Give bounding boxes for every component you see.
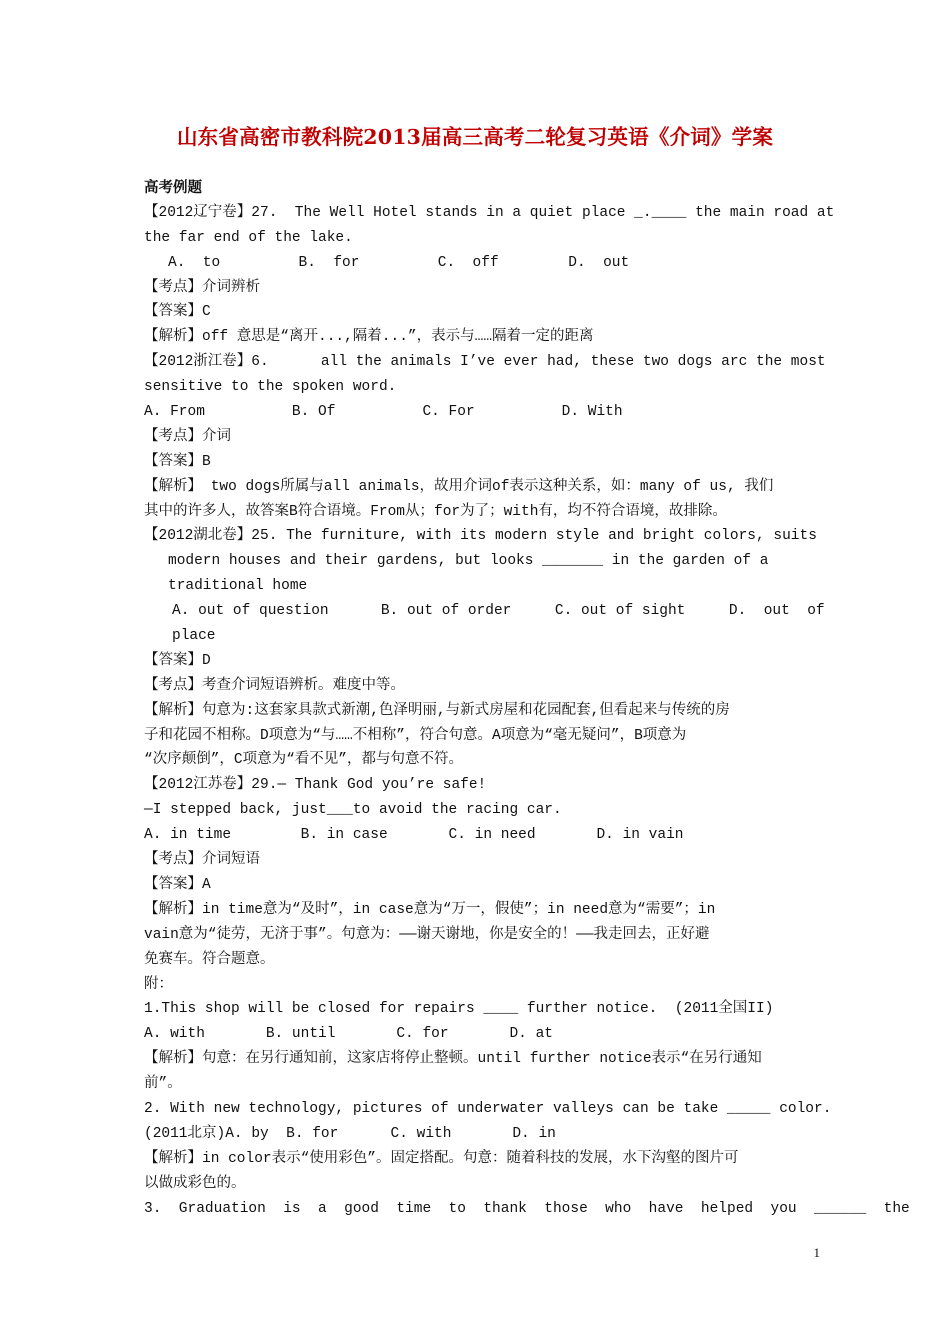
text-line: 【2012浙江卷】6. all the animals I’ve ever had, these two dogs arc the most bbox=[144, 354, 826, 371]
text-line: 【考点】介词 bbox=[144, 428, 231, 445]
text-line: 【2012江苏卷】29.— Thank God you’re safe! bbox=[144, 777, 487, 794]
text-line: 【解析】句意为:这套家具款式新潮,色泽明丽,与新式房屋和花园配套,但看起来与传统的房 bbox=[144, 702, 730, 719]
text-line: 2. With new technology, pictures of underwater valleys can be take _____ color. bbox=[144, 1100, 832, 1117]
text-line: 【答案】A bbox=[144, 876, 211, 893]
options-line: A. From B. Of C. For D. With bbox=[144, 404, 623, 421]
options-line: (2011北京)A. by B. for C. with D. in bbox=[144, 1125, 556, 1142]
text-line: —I stepped back, just___to avoid the racing car. bbox=[144, 802, 562, 819]
text-line: 附： bbox=[144, 976, 173, 993]
options-line: A. out of question B. out of order C. out of sight D. out of bbox=[172, 603, 825, 620]
options-line: A. in time B. in case C. in need D. in vain bbox=[144, 827, 684, 844]
text-line: 【解析】in time意为“及时”，in case意为“万一，假使”；in need意为“需要”；in bbox=[144, 901, 716, 918]
text-line: modern houses and their gardens, but looks _______ in the garden of a bbox=[168, 553, 769, 570]
text-line: sensitive to the spoken word. bbox=[144, 379, 397, 396]
document-title: 山东省高密市教科院2013届高三高考二轮复习英语《介词》学案 bbox=[176, 125, 774, 149]
text-line: 1.This shop will be closed for repairs ____ further notice. (2011全国II) bbox=[144, 1001, 774, 1018]
text-line: the far end of the lake. bbox=[144, 229, 353, 246]
text-line: 【考点】介词辨析 bbox=[144, 279, 260, 296]
text-line: 3. Graduation is a good time to thank those who have helped you ______ the bbox=[144, 1200, 910, 1217]
text-line: 【2012辽宁卷】27. The Well Hotel stands in a quiet place _.____ the main road at bbox=[144, 204, 835, 221]
text-line: 免赛车。符合题意。 bbox=[144, 951, 275, 968]
section-heading: 高考例题 bbox=[144, 180, 202, 196]
text-line: 【解析】 two dogs所属与all animals，故用介词of表示这种关系，如：many of us, 我们 bbox=[144, 478, 774, 495]
text-line: 【答案】B bbox=[144, 453, 211, 470]
text-line: 【解析】in color表示“使用彩色”。固定搭配。句意：随着科技的发展，水下沟壑的图片可 bbox=[144, 1150, 739, 1167]
text-line: 【答案】D bbox=[144, 652, 211, 669]
page-number: 1 bbox=[813, 1245, 820, 1260]
text-line: vain意为“徒劳，无济于事”。句意为：——谢天谢地，你是安全的！——我走回去，正好避 bbox=[144, 926, 710, 943]
text-line: 以做成彩色的。 bbox=[144, 1175, 246, 1192]
text-line: 子和花园不相称。D项意为“与……不相称”，符合句意。A项意为“毫无疑问”，B项意为 bbox=[144, 727, 687, 744]
text-line: 【考点】介词短语 bbox=[144, 852, 260, 869]
text-line: 【解析】句意：在另行通知前，这家店将停止整顿。until further notice表示“在另行通知 bbox=[144, 1051, 762, 1068]
text-line: 【考点】考查介词短语辨析。难度中等。 bbox=[144, 677, 405, 694]
text-line: 【解析】off 意思是“离开...,隔着...”，表示与……隔着一定的距离 bbox=[144, 329, 594, 346]
options-line: place bbox=[172, 628, 216, 645]
text-line: traditional home bbox=[168, 578, 308, 595]
text-line: 其中的许多人，故答案B符合语境。From从；for为了；with有，均不符合语境，故排除。 bbox=[144, 503, 727, 520]
options-line: A. to B. for C. off D. out bbox=[168, 254, 630, 271]
text-line: 前”。 bbox=[144, 1076, 182, 1093]
text-line: 【2012湖北卷】25. The furniture, with its modern style and bright colors, suits bbox=[144, 528, 817, 545]
text-line: “次序颠倒”，C项意为“看不见”，都与句意不符。 bbox=[144, 752, 464, 769]
document-body bbox=[144, 176, 910, 1221]
options-line: A. with B. until C. for D. at bbox=[144, 1026, 553, 1043]
text-line: 【答案】C bbox=[144, 304, 211, 321]
